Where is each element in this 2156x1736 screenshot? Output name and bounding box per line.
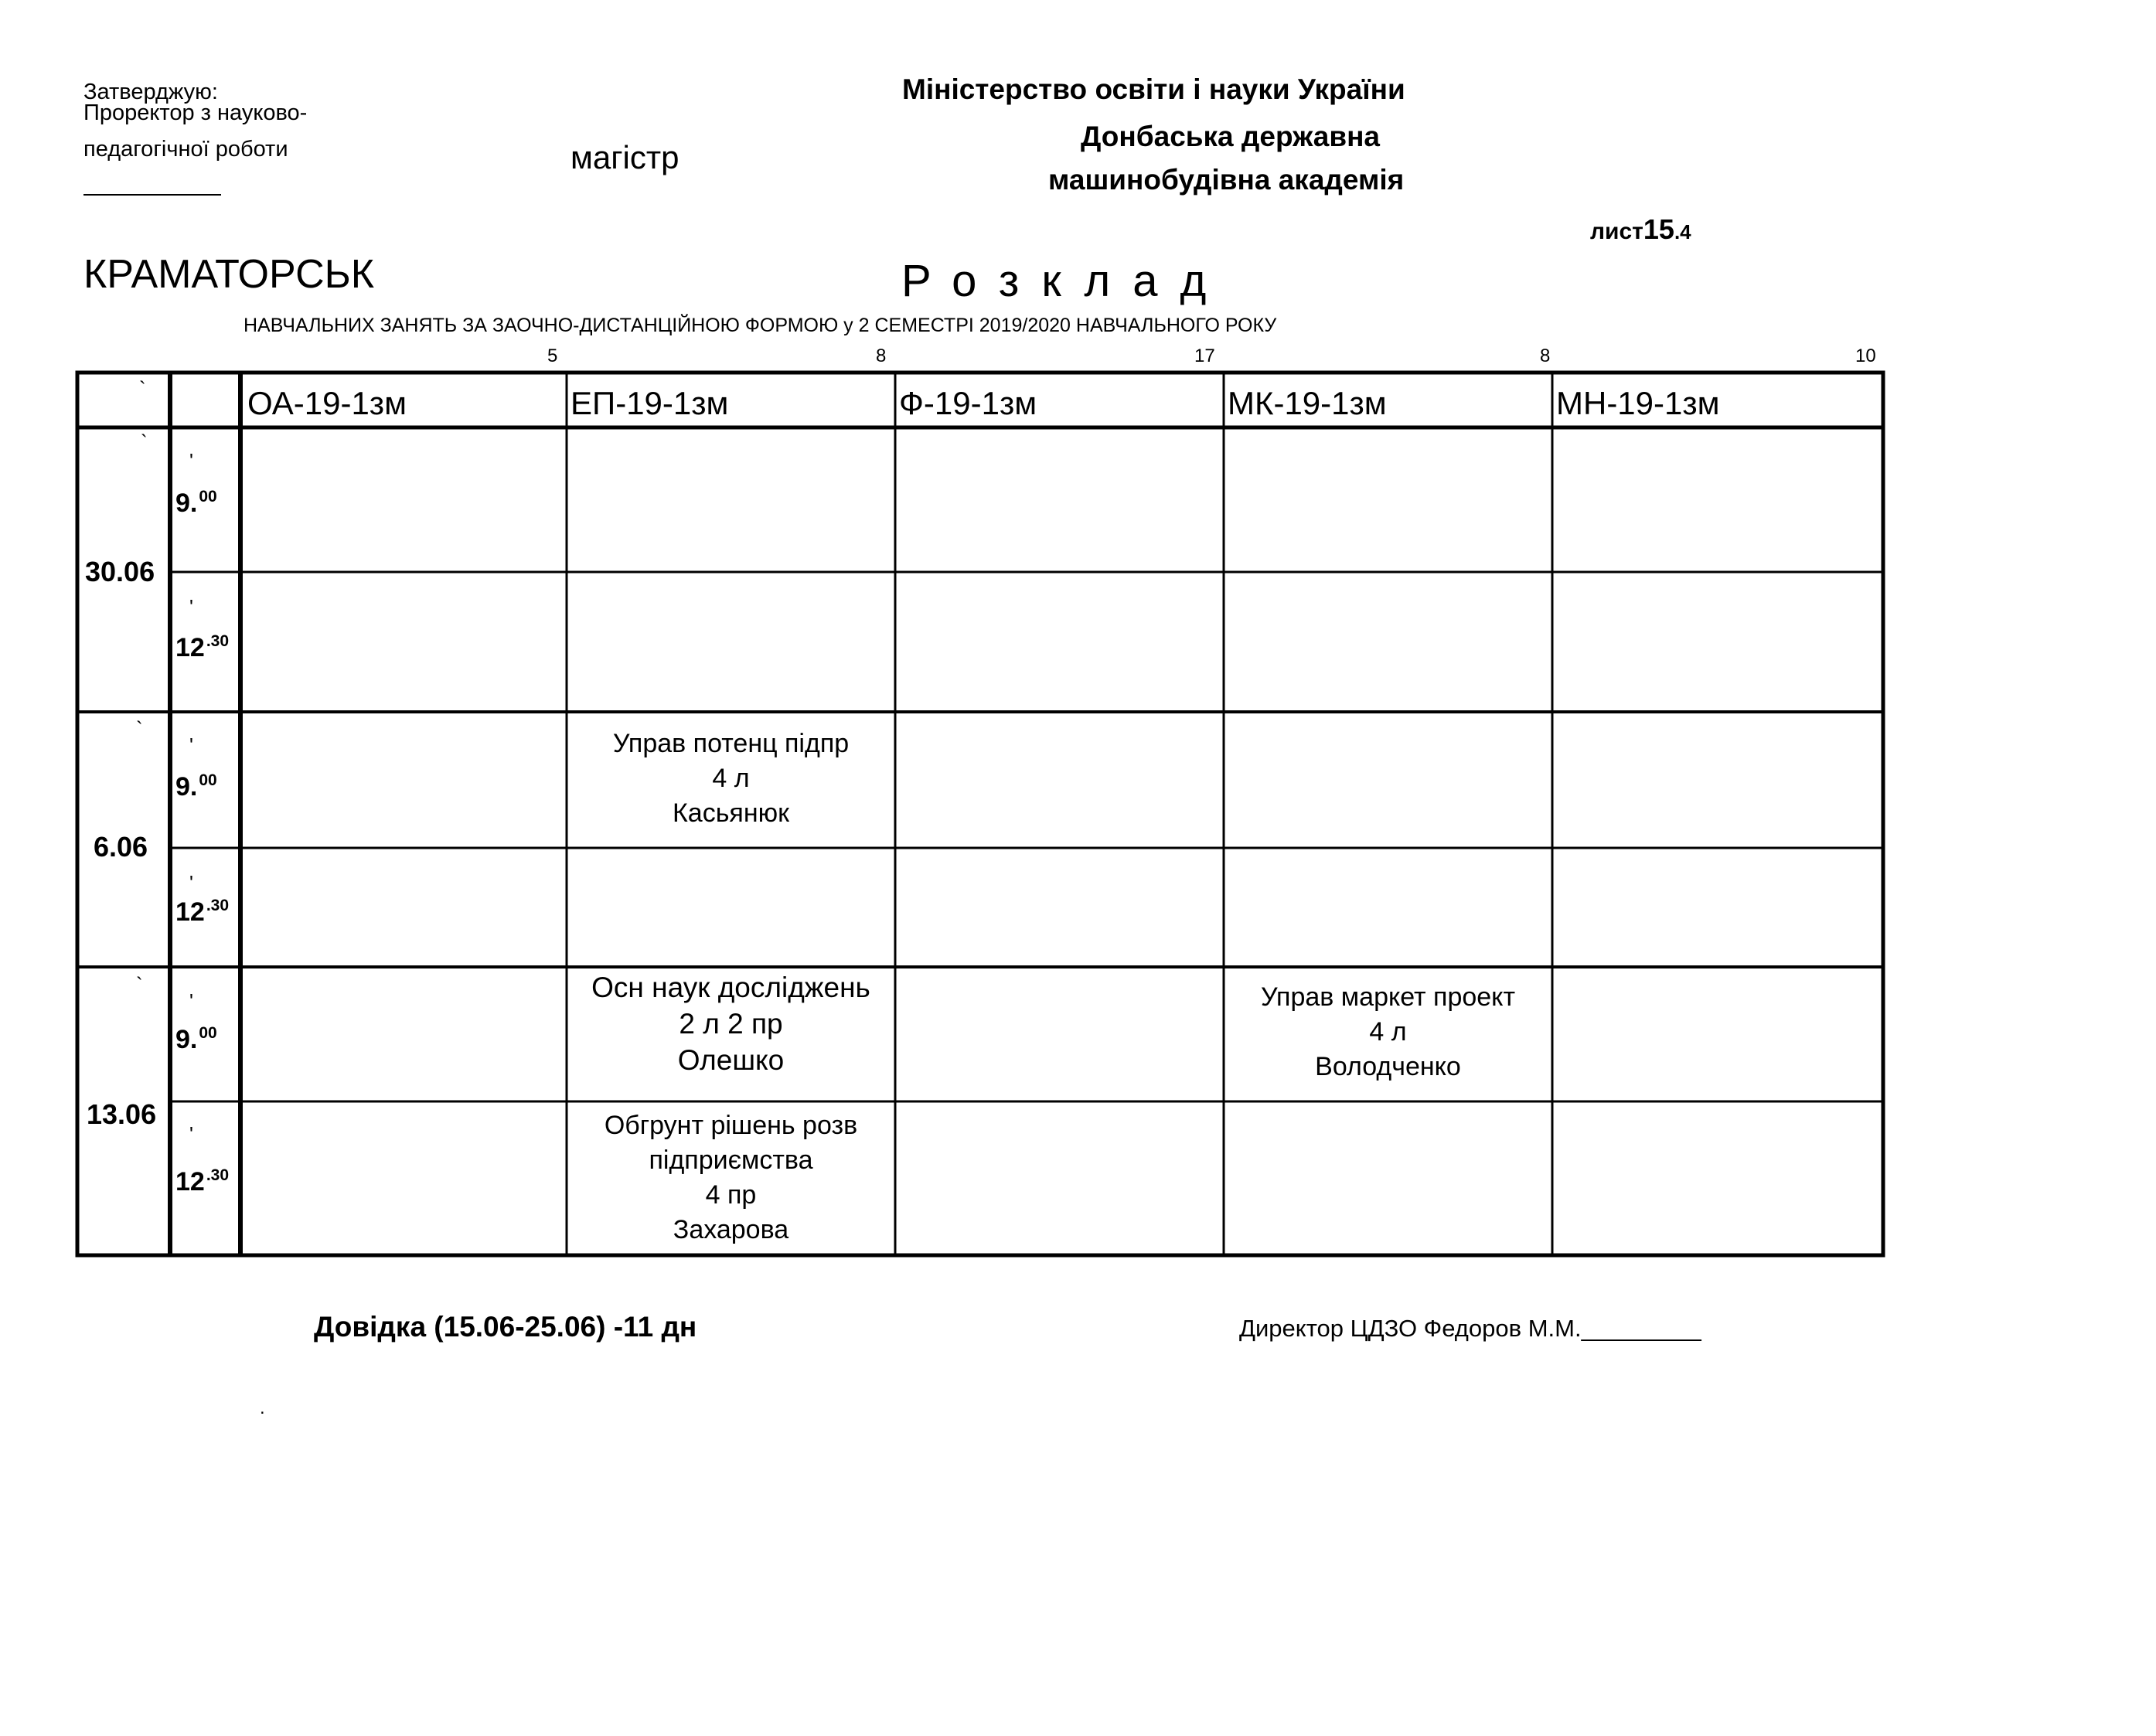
group-count-ep: 8 — [876, 345, 887, 366]
sheet-prefix: лист — [1590, 219, 1643, 244]
day-tick: ` — [141, 431, 148, 454]
stray-dot: . — [260, 1397, 265, 1418]
day-date-1: 30.06 — [85, 556, 155, 587]
corner-mark: ` — [139, 377, 146, 400]
slot-tick: ' — [189, 1122, 193, 1145]
sheet-number — [1590, 213, 1691, 246]
class-hours: 4 л — [712, 764, 750, 793]
slot-tick: ' — [189, 989, 193, 1013]
group-header-ep: ЕП-19-1зм — [571, 385, 729, 421]
ministry-name: Міністерство освіти і науки України — [902, 73, 1405, 105]
group-header-oa: ОА-19-1зм — [247, 385, 407, 421]
city-name: КРАМАТОРСЬК — [83, 252, 375, 297]
class-entry-ep-6-06-9-00 — [567, 727, 895, 831]
director-signature: Директор ЦДЗО Федоров М.М._________ — [1239, 1315, 1701, 1342]
approver-position-line2: педагогічної роботи — [83, 137, 288, 162]
class-hours: 2 л 2 пр — [679, 1008, 783, 1040]
sheet-suffix: .4 — [1674, 220, 1691, 243]
group-count-mk: 8 — [1540, 345, 1551, 366]
day-tick: ` — [136, 717, 143, 740]
group-header-mk: МК-19-1зм — [1228, 385, 1387, 421]
class-teacher: Олешко — [677, 1044, 785, 1076]
slot-tick: ' — [189, 871, 193, 894]
slot-time-1-2: $12^{.30}$ — [175, 632, 230, 662]
slot-time-2-2: $12^{.30}$ — [175, 897, 230, 927]
day-date-3: 13.06 — [87, 1098, 157, 1130]
slot-time-3-2: $12^{.30}$ — [175, 1166, 230, 1196]
slot-tick: ' — [189, 449, 193, 472]
class-subject-line1: Обгрунт рішень розв — [604, 1111, 858, 1140]
table-frame — [77, 373, 1883, 1255]
sheet-main-number: 15 — [1643, 213, 1674, 245]
day-tick: ` — [136, 973, 143, 996]
schedule-title: Розклад — [901, 256, 1229, 306]
class-teacher: Касьянюк — [673, 798, 789, 828]
approve-label: Затверджую: — [83, 80, 218, 104]
class-subject: Управ потенц підпр — [612, 729, 850, 758]
class-subject: Осн наук досліджень — [591, 972, 870, 1003]
academy-name-line2: машинобудівна академія — [1048, 164, 1405, 196]
group-count-f: 17 — [1194, 345, 1215, 366]
class-subject-line2: підприємства — [649, 1145, 813, 1175]
day-date-2: 6.06 — [94, 831, 148, 863]
class-hours: 4 пр — [705, 1180, 757, 1210]
class-hours: 4 л — [1369, 1017, 1407, 1047]
slot-time-1-1: 9.00 — [175, 488, 217, 518]
class-entry-ep-13-06-12-30 — [567, 1108, 895, 1248]
slot-time-3-1: 9.00 — [175, 1024, 217, 1054]
approver-position-line1: Проректор з науково- — [83, 100, 308, 125]
reference-note: Довідка (15.06-25.06) -11 дн — [314, 1311, 697, 1343]
academy-name-line1: Донбаська державна — [1081, 121, 1381, 152]
signature-line — [83, 194, 221, 196]
slot-tick: ' — [189, 734, 193, 757]
degree-label: магістр — [571, 139, 679, 175]
class-entry-ep-13-06-9-00 — [567, 969, 895, 1078]
class-entry-mk-13-06-9-00 — [1224, 980, 1552, 1084]
group-header-f: Ф-19-1зм — [899, 385, 1037, 421]
class-teacher: Володченко — [1315, 1052, 1461, 1081]
group-header-mn: МН-19-1зм — [1556, 385, 1720, 421]
group-count-mn: 10 — [1855, 345, 1876, 366]
group-count-oa: 5 — [547, 345, 558, 366]
class-subject: Управ маркет проект — [1260, 982, 1516, 1012]
slot-tick: ' — [189, 595, 193, 618]
schedule-subtitle: НАВЧАЛЬНИХ ЗАНЯТЬ ЗА ЗАОЧНО-ДИСТАНЦІЙНОЮ ФОРМОЮ у 2 СЕМЕСТРІ 2019/2020 НАВЧАЛЬНОГО РОКУ — [244, 315, 1277, 336]
class-teacher: Захарова — [673, 1215, 789, 1244]
slot-time-2-1: 9.00 — [175, 771, 217, 802]
